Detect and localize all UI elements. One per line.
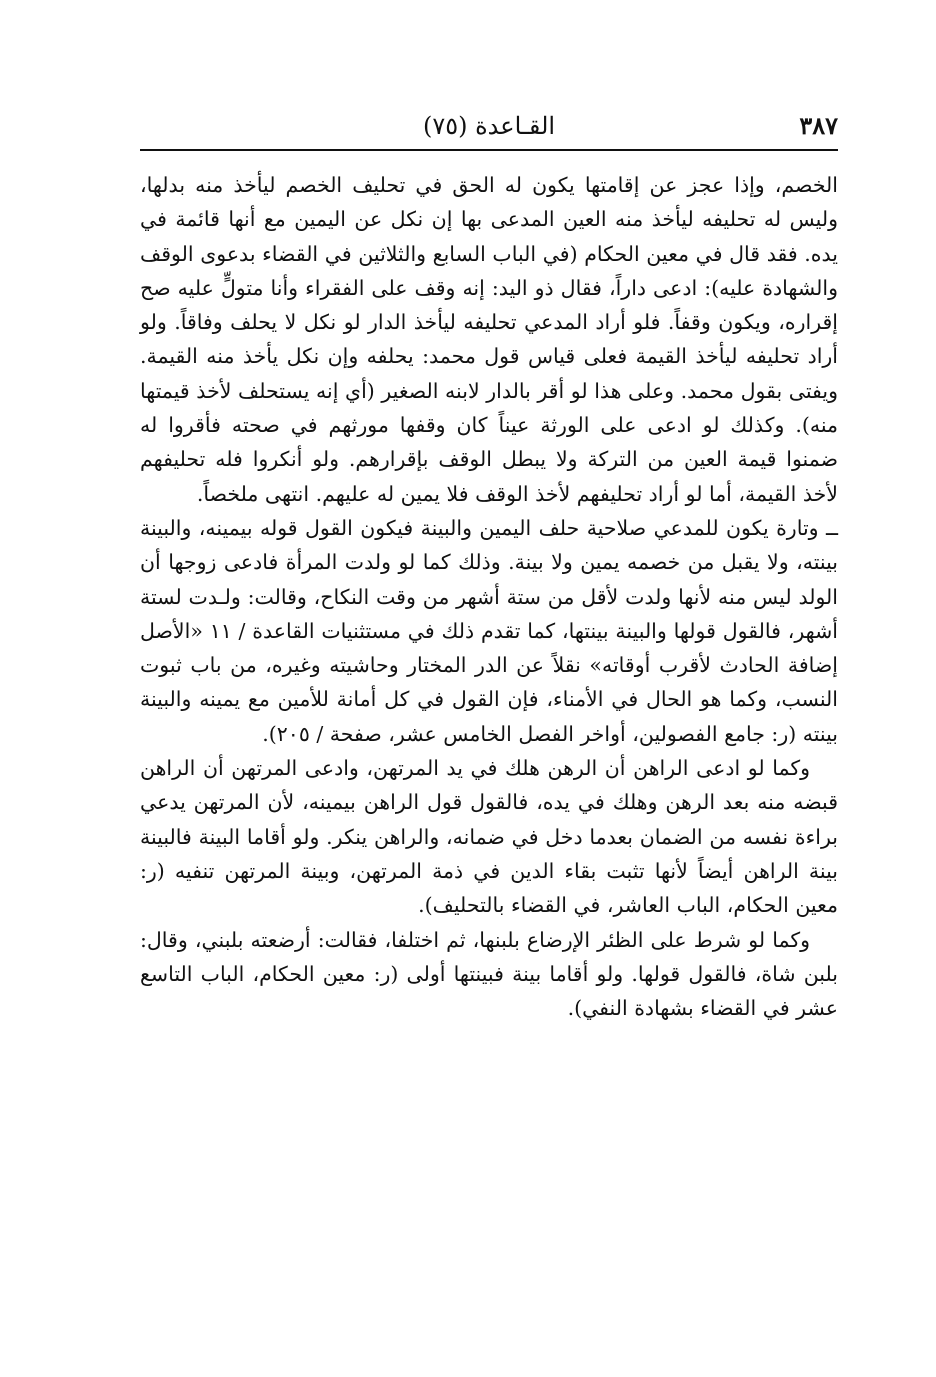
running-title: القـاعدة (٧٥) <box>422 112 556 140</box>
main-text <box>140 168 838 1025</box>
paragraph: ــ وتارة يكون للمدعي صلاحية حلف اليمين والبينة فيكون القول قوله بيمينه، والبينة بينته، ولا يقبل من خصمه يمين ولا بينة. وذلك كما لو ولدت المرأة فادعى زوجها أن الولد ليس منه لأنها ولدت لأقل من ستة أشهر من وقت النكاح، وقالت: ولـدت لستة أشهر، فالقول قولها والبينة بينتها، كما تقدم ذلك في مستثنيات القاعدة / ١١ «الأصل إضافة الحادث لأقرب أوقاته» نقلاً عن الدر المختار وحاشيته وغيره، من باب ثبوت النسب، وكما هو الحال في الأمناء، فإن القول في كل أمانة للأمين مع يمينه والبينة بينته (ر: جامع الفصولين، أواخر الفصل الخامس عشر، صفحة / ٢٠٥). <box>140 515 838 746</box>
page-number: ٣٨٧ <box>799 111 838 140</box>
paragraph: وكما لو شرط على الظئر الإرضاع بلبنها، ثم اختلفا، فقالت: أرضعته بلبني، وقال: بلبن شاة، فالقول قولها. ولو أقاما بينة فبينتها أولى (ر: معين الحكام، الباب التاسع عشر في القضاء بشهادة النفي). <box>140 927 838 1021</box>
page-header <box>140 108 838 144</box>
paragraph: الخصم، وإذا عجز عن إقامتها يكون له الحق في تحليف الخصم ليأخذ منه بدلها، وليس له تحليفه ليأخذ منه العين المدعى بها إن نكل عن اليمين مع أنها قائمة في يده. فقد قال في معين الحكام (في الباب السابع والثلاثين في القضاء بدعوى الوقف والشهادة عليه): ادعى داراً، فقال ذو اليد: إنه وقف على الفقراء وأنا متولٍّ عليه صح إقراره، ويكون وقفاً. فلو أراد المدعي تحليفه ليأخذ الدار لو نكل لا يحلف وفاقاً. ولو أراد تحليفه ليأخذ القيمة فعلى قياس قول محمد: يحلفه وإن نكل يأخذ منه القيمة. ويفتى بقول محمد. وعلى هذا لو أقر بالدار لابنه الصغير (أي إنه يستحلف لأخذ قيمتها منه). وكذلك لو ادعى على الورثة عيناً كان وقفها مورثهم في صحته فأقروا له ضمنوا قيمة العين من التركة ولا يبطل الوقف بإقرارهم. ولو أنكروا فله تحليفهم لأخذ القيمة، أما لو أراد تحليفهم لأخذ الوقف فلا يمين له عليهم. انتهى ملخصاً. <box>140 173 838 506</box>
paragraph: وكما لو ادعى الراهن أن الرهن هلك في يد المرتهن، وادعى المرتهن أن الراهن قبضه منه بعد الرهن وهلك في يده، فالقول قول الراهن بيمينه، لأن المرتهن يدعي براءة نفسه من الضمان بعدما دخل في ضمانه، والراهن ينكر. ولو أقاما البينة فالبينة بينة الراهن أيضاً لأنها تثبت بقاء الدين في ذمة المرتهن، وبينة المرتهن تنفيه (ر: معين الحكام، الباب العاشر، في القضاء بالتحليف). <box>140 756 838 918</box>
header-rule <box>140 149 838 151</box>
